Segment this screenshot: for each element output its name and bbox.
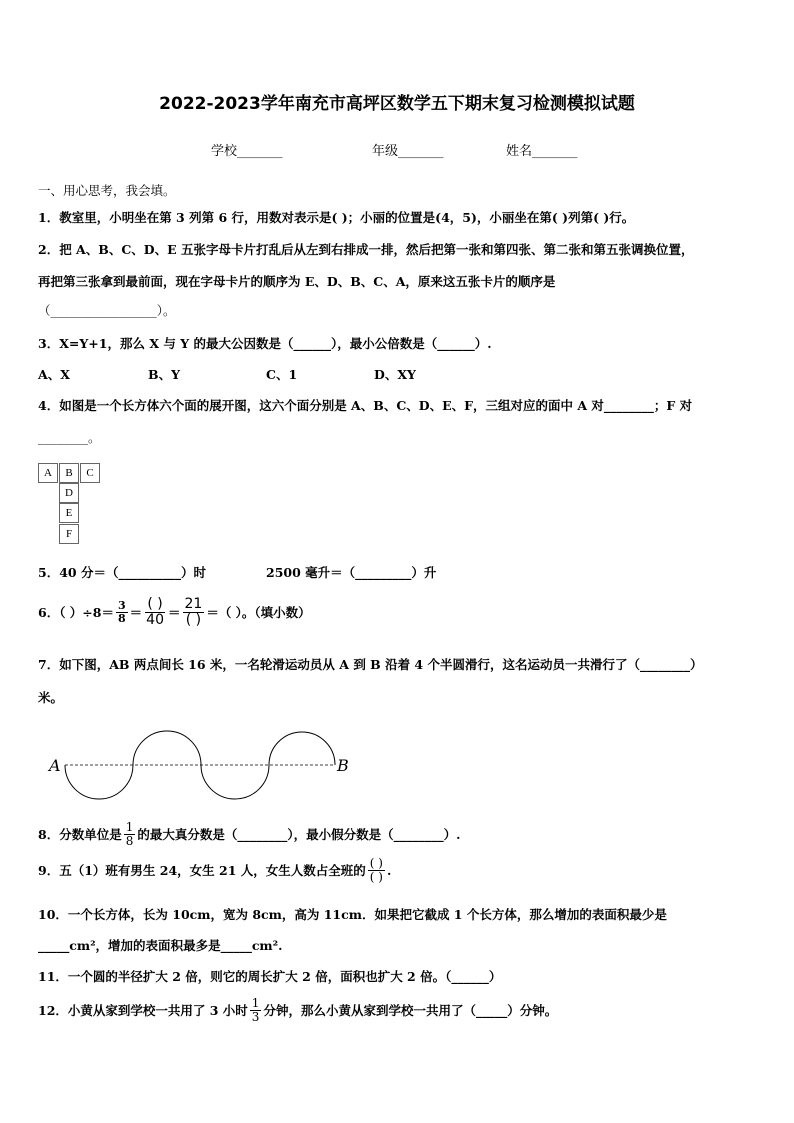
question-5-right: 2500 毫升＝（_________）升: [266, 565, 437, 580]
name-field: 姓名_______: [506, 144, 578, 159]
question-8: [38, 821, 460, 847]
question-12: [38, 997, 557, 1023]
grade-field: 年级_______: [372, 144, 444, 159]
fraction-blank-40: [144, 597, 166, 627]
equals-sign: ＝: [167, 605, 181, 621]
option-c: C、1: [266, 367, 298, 382]
net-face-a: A: [38, 463, 58, 483]
q8-suffix: 的最大真分数是（________），最小假分数是（________）.: [137, 827, 461, 843]
question-9: [38, 857, 391, 883]
fraction-numerator: ( ): [147, 596, 163, 612]
fraction-numerator: 1: [125, 820, 134, 834]
question-4-line1: 4．如图是一个长方体六个面的展开图，这六个面分别是 A、B、C、D、E、F，三组对应的面中 A 对________；F 对: [38, 398, 693, 413]
question-2-line1: 2．把 A、B、C、D、E 五张字母卡片打乱后从左到右排成一排，然后把第一张和第四张、第二张和第五张调换位置，: [38, 242, 694, 257]
question-1: 1．教室里，小明坐在第 3 列第 6 行，用数对表示是( )；小丽的位置是(4，5)，小丽坐在第( )列第( )行。: [38, 210, 635, 225]
question-2-answer: （_________________）。: [38, 303, 176, 318]
question-7-line2: 米。: [38, 690, 64, 705]
question-2-line2: 再把第三张拿到最前面，现在字母卡片的顺序为 E、D、B、C、A，原来这五张卡片的顺序是: [38, 274, 556, 289]
q9-prefix: 9．五（1）班有男生 24，女生 21 人，女生人数占全班的: [38, 863, 366, 879]
fraction-denominator: 40: [146, 611, 164, 628]
equals-sign: ＝: [129, 605, 143, 621]
option-b: B、Y: [148, 367, 180, 382]
q12-suffix: 分钟，那么小黄从家到学校一共用了（_____）分钟。: [263, 1003, 558, 1019]
question-3: 3．X=Y+1，那么 X 与 Y 的最大公因数是（______），最小公倍数是（______）.: [38, 336, 492, 351]
option-d: D、XY: [374, 367, 416, 382]
fraction-numerator: 21: [184, 596, 203, 612]
fraction-1-3: [250, 997, 262, 1023]
q9-suffix: .: [386, 862, 392, 878]
semicircle-path-diagram: [40, 720, 370, 810]
net-face-e: E: [59, 503, 79, 523]
fraction-denominator: ( ): [185, 611, 202, 628]
option-a: A、X: [38, 367, 70, 382]
question-7-line1: 7．如下图，AB 两点间长 16 米，一名轮滑运动员从 A 到 B 沿着 4 个半圆滑行，这名运动员一共滑行了（________）: [38, 657, 703, 672]
q6-suffix: ＝（ ）。（填小数）: [206, 605, 311, 621]
fraction-21-blank: [183, 597, 205, 627]
question-4-line2: ________。: [38, 430, 101, 445]
fraction-blank: [368, 857, 385, 883]
fraction-numerator: 3: [117, 599, 126, 613]
fraction-denominator: 3: [251, 1009, 260, 1024]
point-a-label: A: [49, 756, 61, 775]
q6-prefix: 6．（ ）÷8＝: [38, 605, 114, 621]
q12-prefix: 12．小黄从家到学校一共用了 3 小时: [38, 1003, 248, 1019]
question-5-left: 5．40 分＝（__________）时: [38, 565, 206, 580]
question-10-line2: _____cm²，增加的表面积最多是_____cm².: [38, 938, 283, 953]
page-title: 2022-2023学年南充市高坪区数学五下期末复习检测模拟试题: [159, 94, 635, 114]
fraction-denominator: 8: [125, 833, 134, 848]
question-6: [38, 597, 311, 627]
section-heading: 一、用心思考，我会填。: [38, 183, 176, 198]
question-10-line1: 10．一个长方体，长为 10cm，宽为 8cm，高为 11cm．如果把它截成 1 个长方体，那么增加的表面积最少是: [38, 907, 667, 922]
net-face-f: F: [59, 524, 79, 544]
point-b-label: B: [337, 756, 349, 775]
question-11: 11．一个圆的半径扩大 2 倍，则它的周长扩大 2 倍，面积也扩大 2 倍。（______）: [38, 969, 502, 984]
q8-prefix: 8．分数单位是: [38, 827, 122, 843]
fraction-3-8: [116, 600, 128, 624]
net-face-c: C: [80, 463, 100, 483]
fraction-numerator: ( ): [369, 856, 383, 870]
fraction-denominator: ( ): [369, 869, 383, 884]
net-face-b: B: [59, 463, 79, 483]
school-field: 学校_______: [211, 144, 283, 159]
fraction-numerator: 1: [251, 996, 260, 1010]
fraction-denominator: 8: [117, 611, 126, 625]
fraction-1-8: [124, 821, 136, 847]
net-face-d: D: [59, 483, 79, 503]
